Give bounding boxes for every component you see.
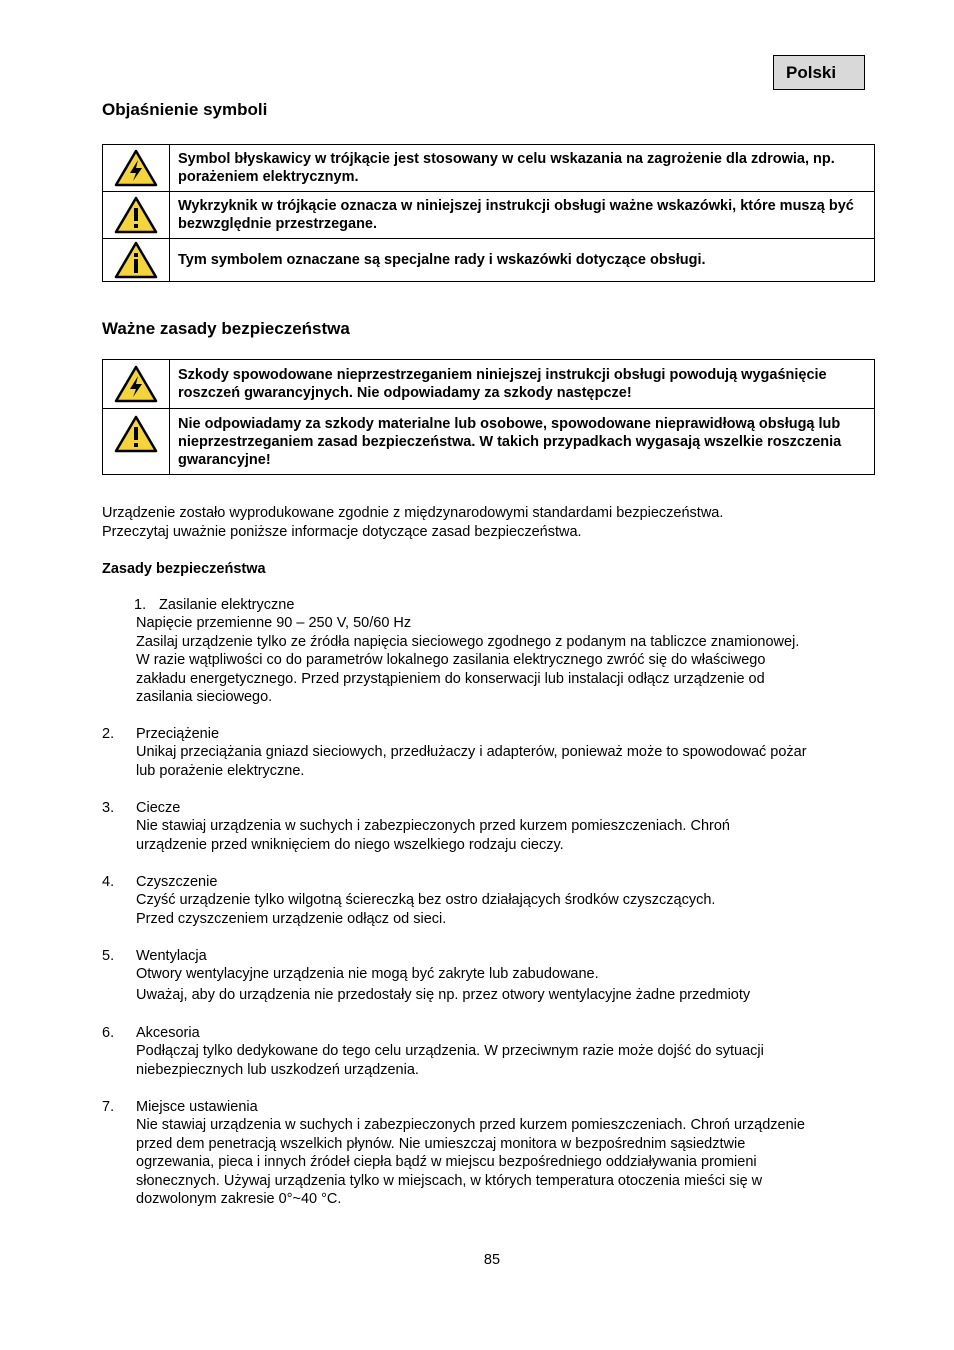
symbols-table [102, 144, 875, 282]
rule-line: W razie wątpliwości co do parametrów lokalnego zasilania elektrycznego zwróć się do właściwego [136, 652, 766, 669]
rule-line: ogrzewania, pieca i innych źródeł ciepła bądź w miejscu bezpośredniego oddziaływania promieni [136, 1154, 757, 1171]
rule-line: Napięcie przemienne 90 – 250 V, 50/60 Hz [136, 615, 412, 632]
symbols-row [103, 145, 875, 192]
intro-line: Przeczytaj uważnie poniższe informacje dotyczące zasad bezpieczeństwa. [102, 523, 582, 540]
symbols-row [103, 192, 875, 239]
rule-body [136, 817, 886, 854]
icon-cell [103, 239, 170, 282]
rule-line: Czyść urządzenie tylko wilgotną ściereczką bez ostro działających środków czyszczących. [136, 892, 716, 909]
rule-line: Unikaj przeciążania gniazd sieciowych, przedłużaczy i adapterów, ponieważ może to spowodować pożar [136, 744, 807, 761]
icon-cell [103, 145, 170, 192]
rule-number: 3. [102, 800, 115, 816]
rule-title: Zasilanie elektryczne [159, 597, 295, 613]
rule-title: Miejsce ustawienia [136, 1099, 258, 1115]
intro-line: Urządzenie zostało wyprodukowane zgodnie z międzynarodowymi standardami bezpieczeństwa. [102, 505, 724, 521]
safety-row [103, 409, 875, 475]
safety-row [103, 360, 875, 409]
icon-cell [103, 409, 170, 475]
safety-description: Szkody spowodowane nieprzestrzeganiem niniejszej instrukcji obsługi powodują wygaśnięcie roszczeń gwarancyjnych. Nie odpowiadamy za szkody następcze! [170, 360, 875, 409]
rule-title: Czyszczenie [136, 874, 218, 890]
rule-title: Akcesoria [136, 1025, 200, 1041]
symbol-description: Wykrzyknik w trójkącie oznacza w niniejszej instrukcji obsługi ważne wskazówki, które muszą być bezwzględnie przestrzegane. [170, 192, 875, 239]
symbols-row [103, 239, 875, 282]
language-badge: Polski [773, 55, 865, 90]
rule-title: Przeciążenie [136, 726, 220, 742]
rule-line: Otwory wentylacyjne urządzenia nie mogą być zakryte lub zabudowane. [136, 966, 599, 983]
rule-body [136, 743, 886, 780]
rule-number: 2. [102, 726, 115, 742]
rule-number: 5. [102, 948, 115, 964]
page-number: 85 [483, 1252, 501, 1268]
rule-title: Wentylacja [136, 948, 207, 964]
rule-body [136, 614, 886, 706]
icon-cell [103, 360, 170, 409]
rule-line: Zasilaj urządzenie tylko ze źródła napięcia sieciowego zgodnego z podanym na tabliczce znamionowej. [136, 633, 800, 650]
lightning-warning-icon [114, 365, 158, 403]
rule-line: urządzenie przed wniknięciem do niego wszelkiego rodzaju cieczy. [136, 836, 564, 853]
exclamation-warning-icon [114, 415, 158, 453]
rule-body [136, 1116, 886, 1208]
rule-line: Nie stawiaj urządzenia w suchych i zabezpieczonych przed kurzem pomieszczeniach. Chroń [136, 818, 730, 835]
symbols-section-title: Objaśnienie symboli [102, 100, 268, 119]
rule-line: zasilania sieciowego. [136, 689, 273, 706]
rule-number: 6. [102, 1025, 115, 1041]
rule-line: Nie stawiaj urządzenia w suchych i zabezpieczonych przed kurzem pomieszczeniach. Chroń urządzenie [136, 1117, 805, 1134]
symbol-description: Tym symbolem oznaczane są specjalne rady i wskazówki dotyczące obsługi. [170, 239, 875, 282]
rule-body [136, 891, 886, 928]
rule-line: dozwolonym zakresie 0°~40 °C. [136, 1191, 342, 1208]
symbol-description: Symbol błyskawicy w trójkącie jest stosowany w celu wskazania na zagrożenie dla zdrowia, np. porażeniem elektrycznym. [170, 145, 875, 192]
rule-number: 4. [102, 874, 115, 890]
safety-description: Nie odpowiadamy za szkody materialne lub osobowe, spowodowane nieprawidłową obsługą lub nieprzestrzeganiem zasad bezpieczeństwa. W takich przypadkach wygasają wszelkie roszczenia gwarancyjne! [170, 409, 875, 475]
info-warning-icon [114, 241, 158, 279]
rule-line: niebezpiecznych lub uszkodzeń urządzenia. [136, 1061, 419, 1078]
rule-line: Przed czyszczeniem urządzenie odłącz od sieci. [136, 910, 447, 927]
rule-line: lub porażenie elektryczne. [136, 762, 305, 779]
rule-number: 7. [102, 1099, 115, 1115]
rule-line: Podłączaj tylko dedykowane do tego celu urządzenia. W przeciwnym razie może dojść do sytuacji [136, 1043, 764, 1060]
exclamation-warning-icon [114, 196, 158, 234]
intro-text [102, 504, 723, 541]
rules-title: Zasady bezpieczeństwa [102, 561, 266, 577]
rule-line: przed dem penetracją wszelkich płynów. Nie umieszczaj monitora w bezpośrednim sąsiedztwie [136, 1135, 746, 1152]
lightning-warning-icon [114, 149, 158, 187]
icon-cell [103, 192, 170, 239]
rule-number: 1. [134, 597, 147, 613]
rule-line: zakładu energetycznego. Przed przystąpieniem do konserwacji lub instalacji odłącz urządzenie od [136, 670, 765, 687]
rule-body [136, 1042, 886, 1079]
rule-title: Ciecze [136, 800, 181, 816]
safety-section-title: Ważne zasady bezpieczeństwa [102, 319, 350, 338]
rule-body [136, 965, 886, 1004]
rule-line: Uważaj, aby do urządzenia nie przedostały się np. przez otwory wentylacyjne żadne przedmioty [136, 986, 751, 1003]
safety-table [102, 359, 875, 475]
rule-line: słonecznych. Używaj urządzenia tylko w miejscach, w których temperatura otoczenia mieści się w [136, 1172, 763, 1189]
